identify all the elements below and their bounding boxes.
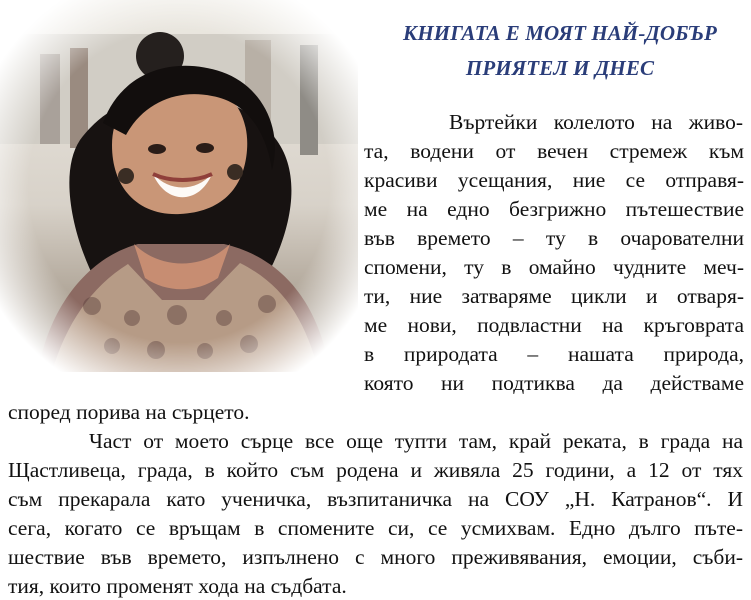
- author-portrait-photo: [0, 0, 358, 372]
- paragraph-line-7: ти, ние затваряме цикли и отваря-: [364, 284, 744, 308]
- paragraph-2-line-3: съм прекарала като ученичка, възпитаничка на СОУ „Н. Катранов“. И: [8, 487, 743, 511]
- paragraph-line-3: красиви усещания, ние се отправя-: [364, 168, 744, 192]
- paragraph-2-line-6: тия, които променят хода на съдбата.: [8, 574, 347, 598]
- title-line-1: КНИГАТА Е МОЯТ НАЙ-ДОБЪР: [403, 21, 717, 45]
- paragraph-line-8: ме нови, подвластни на кръговрата: [364, 313, 744, 337]
- paragraph-line-9: в природата – нашата природа,: [364, 342, 744, 366]
- title-line-2: ПРИЯТЕЛ И ДНЕС: [465, 56, 655, 80]
- paragraph-2-line-4: сега, когато се връщам в спомените си, се усмихвам. Едно дълго пъте-: [8, 516, 743, 540]
- paragraph-2-line-2: Щастливеца, града, в който съм родена и живяла 25 години, а 12 от тях: [8, 458, 743, 482]
- paragraph-line-11: според порива на сърцето.: [8, 400, 250, 424]
- paragraph-line-5: във времето – ту в очарователни: [364, 226, 744, 250]
- article-title: [370, 16, 750, 86]
- paragraph-line-1: Въртейки колелото на живо-: [449, 110, 743, 134]
- paragraph-line-2: та, водени от вечен стремеж към: [364, 139, 744, 163]
- paragraph-line-6: спомени, ту в омайно чудните меч-: [364, 255, 744, 279]
- paragraph-2-line-5: шествие във времето, изпълнено с много преживявания, емоции, съби-: [8, 545, 743, 569]
- paragraph-line-4: ме на едно безгрижно пътешествие: [364, 197, 744, 221]
- paragraph-line-10: която ни подтиква да действаме: [364, 371, 744, 395]
- paragraph-2-line-1: Част от моето сърце все още тупти там, край реката, в града на: [89, 429, 743, 453]
